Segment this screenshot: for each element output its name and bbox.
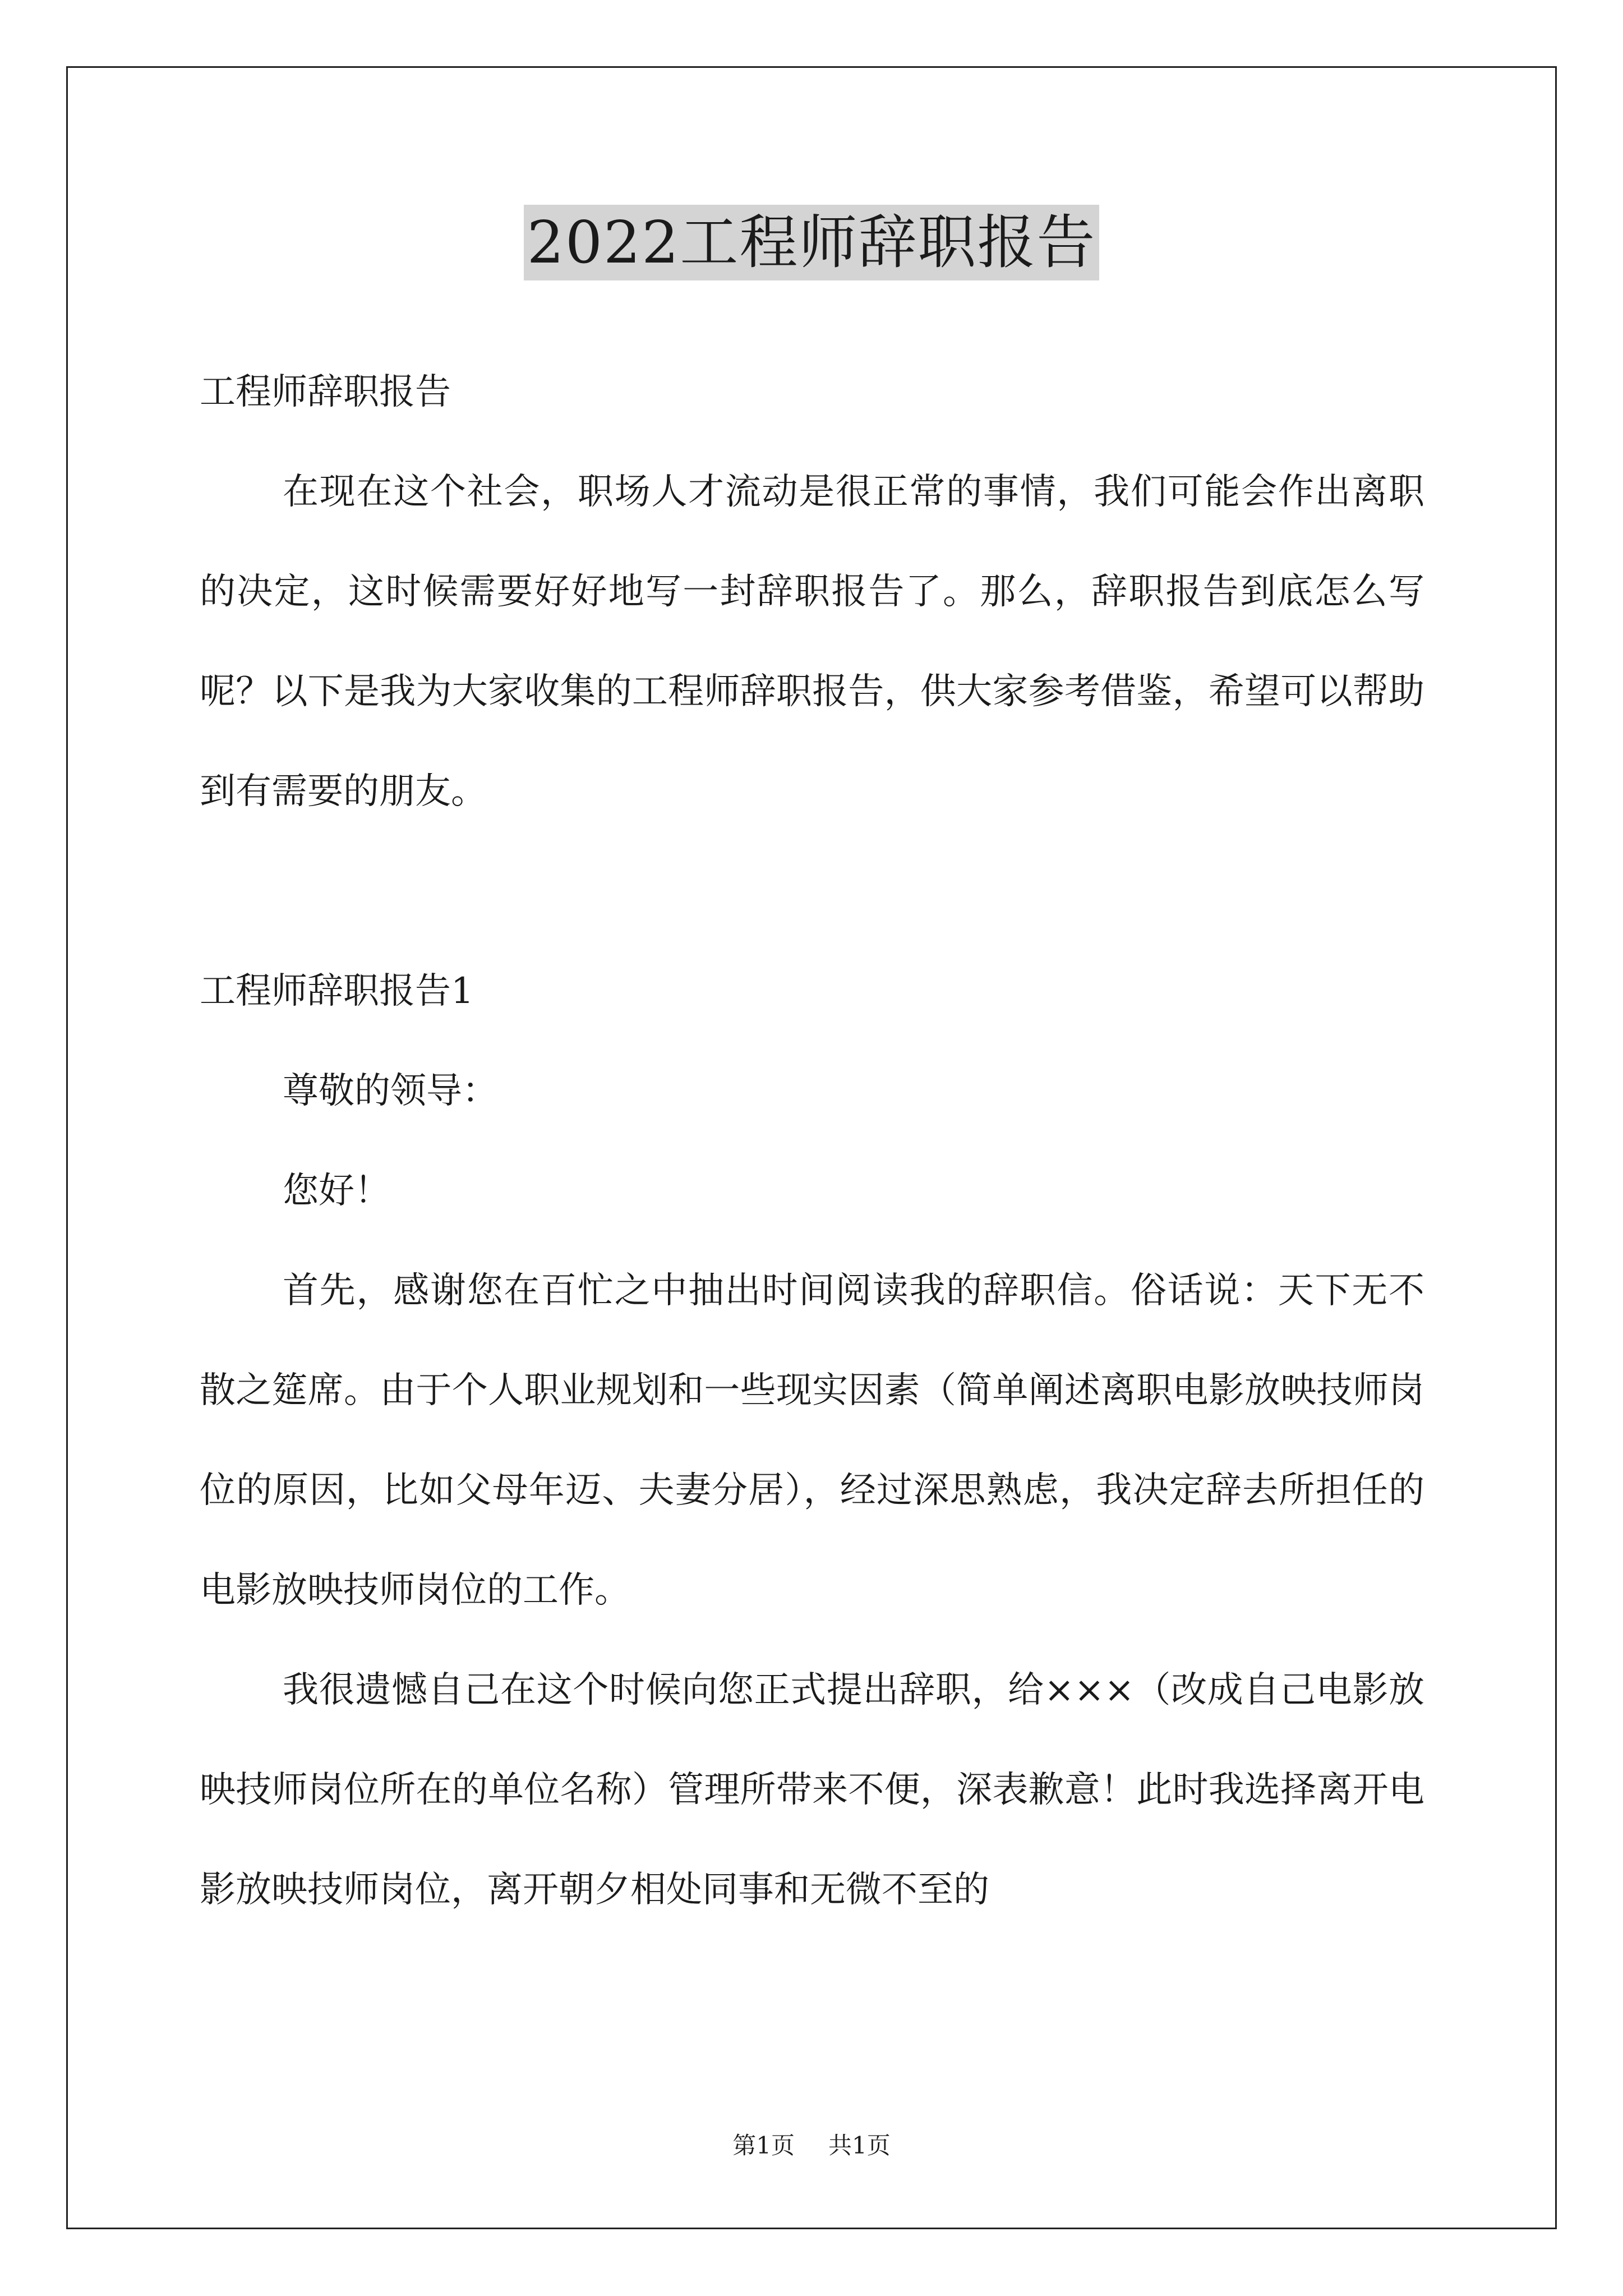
page-total: 共1页 [828,2132,891,2159]
section-spacer [200,841,1424,941]
document-title: 2022工程师辞职报告 [524,205,1100,280]
page-footer [0,2129,1623,2162]
body-paragraph-1: 首先，感谢您在百忙之中抽出时间阅读我的辞职信。俗话说：天下无不散之筵席。由于个人职业规划和一些现实因素（简单阐述离职电影放映技师岗位的原因，比如父母年迈、夫妻分居），经过深思熟虑，我决定辞去所担任的电影放映技师岗位的工作。 [200,1270,1424,1611]
subtitle: 工程师辞职报告 [200,371,451,413]
title-container [0,205,1623,280]
section-heading: 工程师辞职报告1 [200,970,474,1012]
document-body [200,342,1424,1940]
page-number: 第1页 [732,2132,795,2159]
greeting: 您好！ [283,1170,390,1212]
intro-paragraph: 在现在这个社会，职场人才流动是很正常的事情，我们可能会作出离职的决定，这时候需要好好地写一封辞职报告了。那么，辞职报告到底怎么写呢？以下是我为大家收集的工程师辞职报告，供大家参考借鉴，希望可以帮助到有需要的朋友。 [200,471,1424,812]
salutation: 尊敬的领导： [283,1070,498,1112]
body-paragraph-2: 我很遗憾自己在这个时候向您正式提出辞职，给×××（改成自己电影放映技师岗位所在的单位名称）管理所带来不便，深表歉意！此时我选择离开电影放映技师岗位，离开朝夕相处同事和无微不至的 [200,1669,1424,1911]
